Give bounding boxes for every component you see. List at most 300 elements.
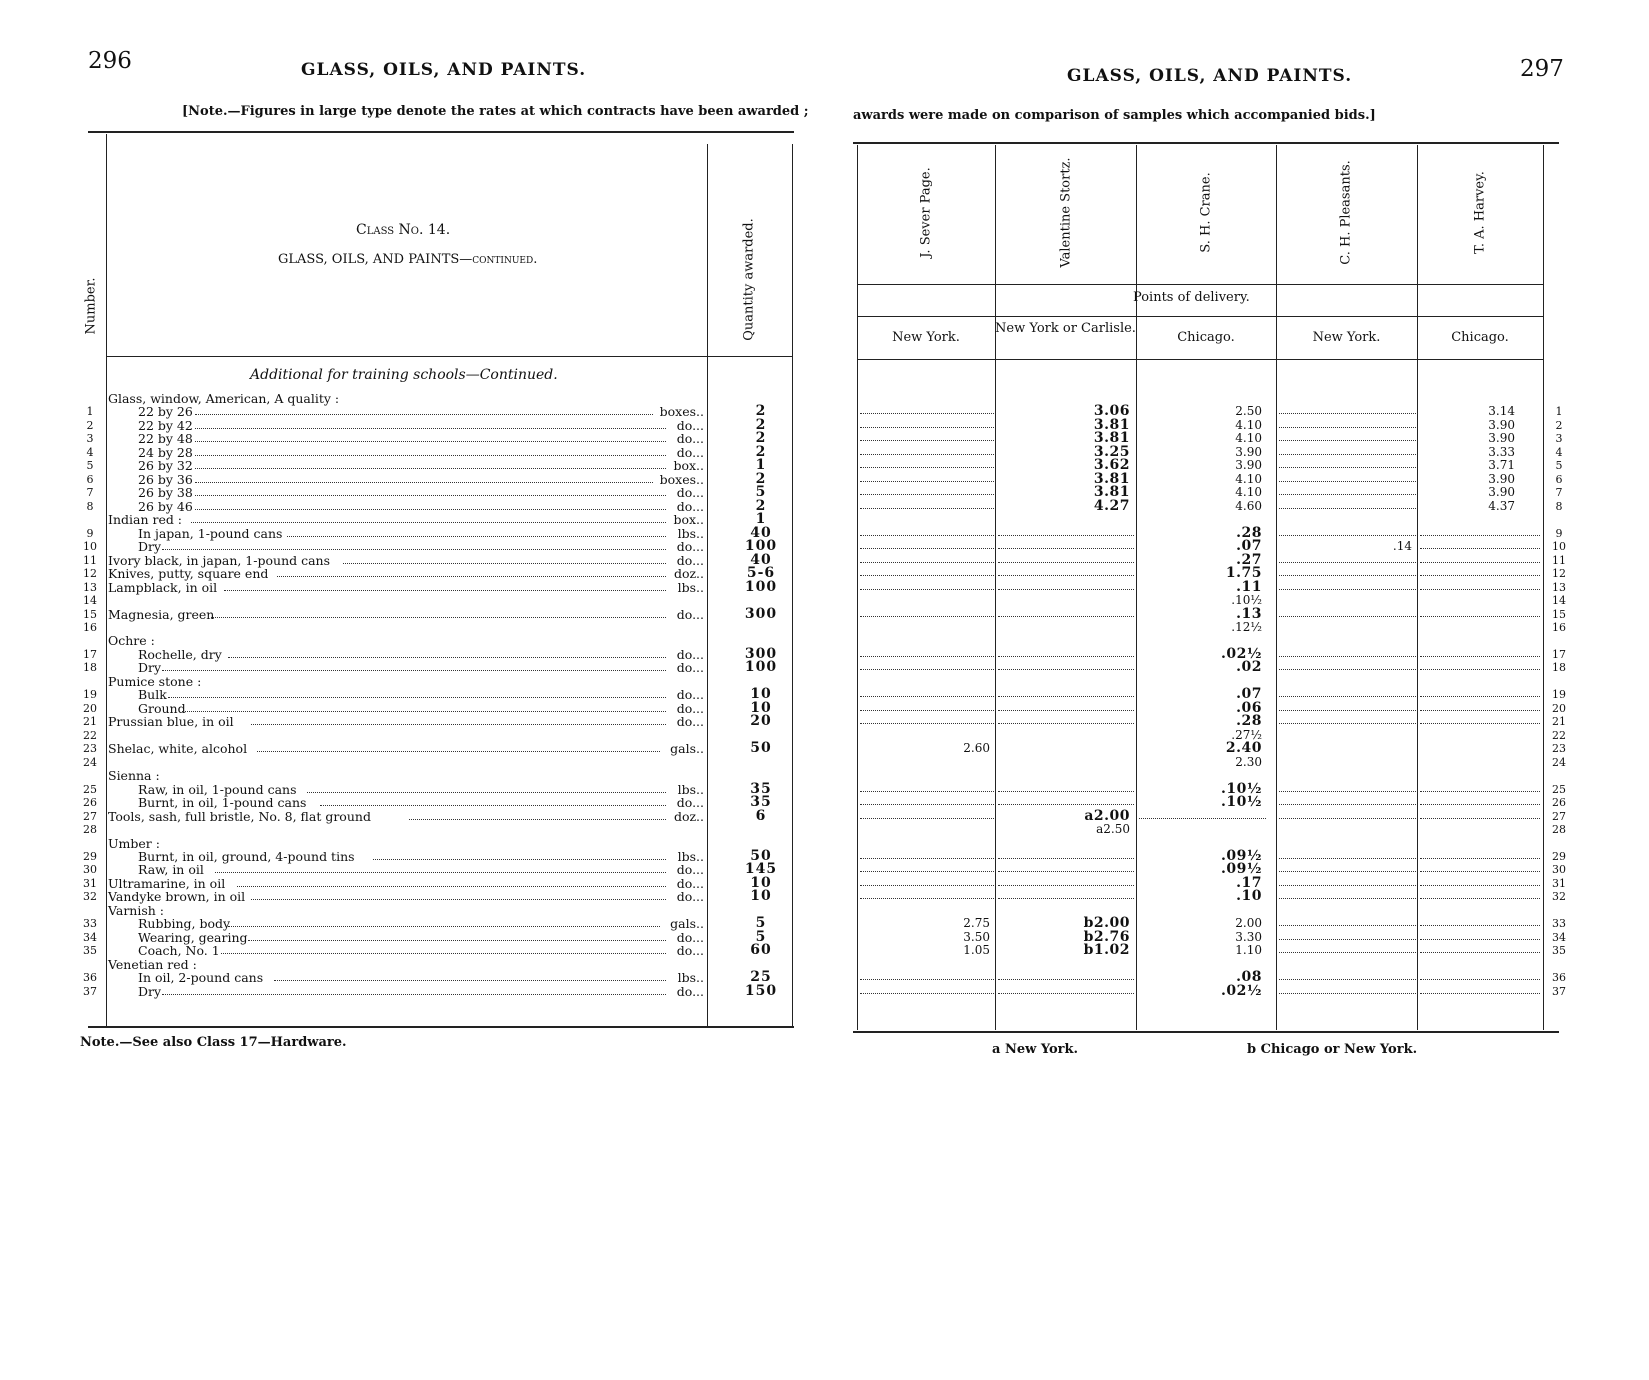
quantity-awarded: 2: [755, 470, 767, 487]
item-label: 26 by 38: [138, 485, 193, 501]
bid-price-crane: .17: [1236, 874, 1262, 891]
bid-row-number: 11: [1552, 553, 1566, 567]
item-unit: do...: [676, 687, 704, 703]
blank-bid-dots: [1420, 581, 1540, 590]
quantity-awarded: 2: [755, 403, 767, 420]
bid-price-crane: .10½: [1231, 593, 1262, 608]
bid-row-number: 31: [1552, 876, 1566, 890]
blank-bid-dots: [1279, 473, 1416, 482]
item-number: 34: [83, 930, 97, 944]
item-label: Raw, in oil, 1-pound cans: [138, 781, 297, 797]
bid-row-number: 13: [1552, 580, 1566, 594]
bid-price-crane: .28: [1236, 713, 1262, 730]
blank-bid-dots: [1420, 688, 1540, 697]
item-number: 31: [83, 876, 97, 890]
item-number: 18: [83, 661, 97, 675]
item-row: [0, 904, 800, 917]
blank-bid-dots: [860, 863, 994, 872]
bid-row: [0, 874, 1600, 891]
blank-bid-dots: [1420, 877, 1540, 886]
bid-row: [0, 928, 1600, 945]
quantity-awarded: 5-6: [746, 565, 776, 582]
bid-price-crane: .10½: [1221, 794, 1262, 811]
blank-bid-dots: [998, 783, 1134, 792]
bid-price-page: 1.05: [963, 943, 990, 958]
item-label: Ivory black, in japan, 1-pound cans: [108, 552, 331, 568]
item-label: Knives, putty, square end: [108, 566, 269, 582]
bid-row-number: 33: [1552, 917, 1566, 931]
blank-bid-dots: [1279, 661, 1416, 670]
left-note-top: [Note.—Figures in large type denote the rates at which contracts have been awarded ;: [182, 104, 809, 119]
blank-bid-dots: [1279, 405, 1416, 414]
blank-bid-dots: [1420, 850, 1540, 859]
bidders-bottom-rule: [857, 284, 1543, 285]
item-number: 9: [86, 526, 94, 540]
delivery-bottom-rule: [857, 359, 1543, 360]
blank-bid-dots: [998, 661, 1134, 670]
quantity-awarded: 2: [755, 497, 767, 514]
item-unit: doz..: [673, 808, 704, 824]
item-number: 6: [86, 472, 94, 486]
section-title: Additional for training schools—Continued.: [250, 367, 558, 383]
bid-row-number: 28: [1552, 823, 1566, 837]
right-table-bottom-rule: [853, 1031, 1559, 1033]
item-unit: box..: [673, 458, 704, 474]
blank-bid-dots: [860, 405, 994, 414]
blank-bid-dots: [998, 540, 1134, 549]
bid-price-crane: .09½: [1221, 861, 1262, 878]
item-unit: do...: [676, 889, 704, 905]
item-label: Ochre :: [108, 633, 155, 649]
bid-row: [0, 780, 1600, 797]
blank-bid-dots: [860, 796, 994, 805]
blank-bid-dots: [1420, 554, 1540, 563]
class-title: Class No. 14.: [356, 222, 451, 238]
bid-row: [0, 863, 1600, 876]
bidder-page-header: J. Sever Page.: [918, 167, 934, 258]
bid-price-crane: .12½: [1231, 619, 1262, 634]
item-label: Rubbing, body: [138, 916, 231, 932]
item-label: Dry: [138, 660, 162, 676]
item-unit: do...: [676, 714, 704, 730]
item-row: [0, 958, 800, 971]
blank-bid-dots: [860, 688, 994, 697]
bid-price-crane: .02½: [1221, 982, 1262, 999]
item-label: Indian red :: [108, 512, 183, 528]
blank-bid-dots: [860, 985, 994, 994]
item-label: Varnish :: [108, 902, 165, 918]
item-row: [0, 634, 800, 647]
bid-row-number: 29: [1552, 849, 1566, 863]
item-label: Coach, No. 1: [138, 943, 220, 959]
blank-bid-dots: [998, 608, 1134, 617]
bid-price-crane: .09½: [1221, 847, 1262, 864]
left-page-number: 296: [88, 48, 132, 74]
number-column-header: Number.: [83, 277, 99, 335]
bid-price-crane: .02½: [1221, 645, 1262, 662]
bid-row: [0, 796, 1600, 809]
bid-price-harvey: 3.71: [1488, 458, 1515, 473]
item-label: Sienna :: [108, 768, 160, 784]
bid-price-stortz: 3.62: [1093, 457, 1130, 474]
bid-row: [0, 715, 1600, 728]
blank-bid-dots: [860, 581, 994, 590]
item-unit: do...: [676, 444, 704, 460]
blank-bid-dots: [1279, 944, 1416, 953]
blank-bid-dots: [1420, 661, 1540, 670]
bidder-crane-header: S. H. Crane.: [1198, 172, 1214, 253]
bid-row-number: 14: [1552, 594, 1566, 608]
delivery-pleasants: New York.: [1312, 330, 1381, 345]
bid-price-stortz: 3.06: [1093, 403, 1130, 420]
item-label: Raw, in oil: [138, 862, 204, 878]
item-number: 26: [83, 796, 97, 810]
quantity-awarded: 5: [755, 915, 767, 932]
blank-bid-dots: [860, 608, 994, 617]
blank-bid-dots: [860, 810, 994, 819]
left-table-bottom-rule: [88, 1026, 794, 1028]
bid-row-number: 5: [1555, 459, 1563, 473]
bid-price-harvey: 3.33: [1488, 444, 1515, 459]
item-unit: lbs..: [677, 525, 704, 541]
blank-bid-dots: [1279, 419, 1416, 428]
item-label: 22 by 42: [138, 417, 193, 433]
bidder-pleasants-header: C. H. Pleasants.: [1338, 160, 1354, 265]
bid-row: [0, 470, 1600, 487]
blank-bid-dots: [860, 459, 994, 468]
blank-bid-dots: [1279, 608, 1416, 617]
item-label: 26 by 36: [138, 471, 193, 487]
bid-row-number: 22: [1552, 728, 1566, 742]
quantity-awarded: 100: [744, 659, 778, 676]
blank-bid-dots: [998, 648, 1134, 657]
item-unit: do...: [676, 700, 704, 716]
bid-row: [0, 540, 1600, 553]
blank-bid-dots: [1279, 581, 1416, 590]
item-label: Vandyke brown, in oil: [108, 889, 246, 905]
blank-bid-dots: [1420, 917, 1540, 926]
bid-row-number: 35: [1552, 944, 1566, 958]
item-label: In oil, 2-pound cans: [138, 970, 264, 986]
item-unit: do...: [676, 660, 704, 676]
item-unit: lbs..: [677, 970, 704, 986]
bid-row-number: 17: [1552, 647, 1566, 661]
bid-row: [0, 982, 1600, 999]
blank-bid-dots: [1279, 715, 1416, 724]
item-label: Wearing, gearing: [138, 929, 248, 945]
item-number: 8: [86, 499, 94, 513]
delivery-page: New York.: [892, 330, 960, 345]
bid-row: [0, 917, 1600, 930]
quantity-awarded: 10: [750, 686, 772, 703]
bid-row: [0, 729, 1600, 742]
item-unit: boxes..: [659, 404, 704, 420]
quantity-awarded: 40: [750, 551, 772, 568]
item-number: 24: [83, 755, 97, 769]
item-label: Ultramarine, in oil: [108, 875, 226, 891]
item-unit: do...: [676, 862, 704, 878]
blank-bid-dots: [860, 500, 994, 509]
bid-price-crane: 3.90: [1235, 444, 1262, 459]
blank-bid-dots: [998, 796, 1134, 805]
bid-price-crane: 3.30: [1235, 929, 1262, 944]
quantity-awarded: 35: [750, 780, 772, 797]
item-number: 27: [83, 809, 97, 823]
blank-bid-dots: [1420, 985, 1540, 994]
bid-row: [0, 645, 1600, 662]
item-number: 20: [83, 701, 97, 715]
blank-bid-dots: [1420, 810, 1540, 819]
bid-price-crane: 4.60: [1235, 498, 1262, 513]
item-number: 2: [86, 418, 94, 432]
bid-price-harvey: 3.90: [1488, 471, 1515, 486]
item-unit: do...: [676, 552, 704, 568]
blank-bid-dots: [1279, 459, 1416, 468]
item-row: [0, 769, 800, 782]
points-bottom-rule: [857, 316, 1543, 317]
blank-bid-dots: [860, 473, 994, 482]
bid-price-crane: .27: [1236, 551, 1262, 568]
bid-price-page: 2.75: [963, 916, 990, 931]
item-label: 26 by 32: [138, 458, 193, 474]
bid-row-number: 36: [1552, 971, 1566, 985]
bid-row-number: 2: [1555, 418, 1563, 432]
bid-row-number: 23: [1552, 742, 1566, 756]
bid-row-number: 32: [1552, 890, 1566, 904]
bid-price-crane: .10: [1236, 888, 1262, 905]
blank-bid-dots: [860, 850, 994, 859]
blank-bid-dots: [1279, 702, 1416, 711]
blank-bid-dots: [860, 877, 994, 886]
bid-row: [0, 661, 1600, 674]
blank-bid-dots: [1139, 810, 1266, 819]
bid-price-page: 2.60: [963, 741, 990, 756]
blank-bid-dots: [1279, 985, 1416, 994]
bid-price-crane: .02: [1236, 659, 1262, 676]
item-unit: gals..: [670, 916, 704, 932]
blank-bid-dots: [998, 688, 1134, 697]
left-note-bottom: Note.—See also Class 17—Hardware.: [80, 1035, 347, 1050]
blank-bid-dots: [1279, 648, 1416, 657]
item-label: Umber :: [108, 835, 160, 851]
bid-row-number: 19: [1552, 688, 1566, 702]
bid-row-number: 20: [1552, 701, 1566, 715]
item-label: Dry: [138, 539, 162, 555]
bid-price-harvey: 3.90: [1488, 431, 1515, 446]
item-number: 21: [83, 715, 97, 729]
bid-row: [0, 971, 1600, 984]
blank-bid-dots: [1279, 783, 1416, 792]
bid-price-crane: .10½: [1221, 780, 1262, 797]
quantity-column-header: Quantity awarded.: [741, 218, 757, 341]
item-number: 5: [86, 459, 94, 473]
item-number: 15: [83, 607, 97, 621]
quantity-awarded: 60: [750, 942, 772, 959]
quantity-awarded: 10: [750, 699, 772, 716]
bid-price-crane: .07: [1236, 538, 1262, 555]
blank-bid-dots: [860, 783, 994, 792]
quantity-awarded: 50: [750, 847, 772, 864]
item-unit: do...: [676, 983, 704, 999]
item-unit: do...: [676, 875, 704, 891]
bid-row-number: 21: [1552, 715, 1566, 729]
item-unit: do...: [676, 539, 704, 555]
left-header-bottom-rule: [106, 356, 792, 357]
blank-bid-dots: [1279, 796, 1416, 805]
bid-row: [0, 567, 1600, 580]
blank-bid-dots: [1279, 446, 1416, 455]
bid-row: [0, 890, 1600, 903]
blank-bid-dots: [1279, 877, 1416, 886]
item-number: 10: [83, 540, 97, 554]
item-label: 26 by 46: [138, 498, 193, 514]
blank-bid-dots: [1279, 432, 1416, 441]
quantity-awarded: 10: [750, 874, 772, 891]
blank-bid-dots: [1420, 715, 1540, 724]
right-note-top: awards were made on comparison of samples which accompanied bids.]: [853, 108, 1376, 123]
delivery-crane: Chicago.: [1177, 330, 1235, 345]
item-number: 37: [83, 984, 97, 998]
item-row: [0, 513, 800, 526]
item-row: [0, 837, 800, 850]
quantity-awarded: 50: [750, 740, 772, 757]
blank-bid-dots: [1279, 863, 1416, 872]
blank-bid-dots: [860, 419, 994, 428]
bid-row: [0, 416, 1600, 433]
bid-price-stortz: b2.76: [1083, 928, 1130, 945]
item-unit: doz..: [673, 566, 704, 582]
item-label: Dry: [138, 983, 162, 999]
item-label: Lampblack, in oil: [108, 579, 218, 595]
blank-bid-dots: [1279, 971, 1416, 980]
bid-row: [0, 486, 1600, 499]
bid-row: [0, 847, 1600, 864]
bid-row-number: 26: [1552, 796, 1566, 810]
item-label: Tools, sash, full bristle, No. 8, flat ground: [108, 808, 371, 824]
bid-row: [0, 699, 1600, 716]
bid-row: [0, 605, 1600, 622]
leader-dots: [191, 513, 666, 523]
blank-bid-dots: [998, 877, 1134, 886]
bid-row: [0, 524, 1600, 541]
item-label: 22 by 48: [138, 431, 193, 447]
blank-bid-dots: [1420, 540, 1540, 549]
blank-bid-dots: [1420, 567, 1540, 576]
bid-price-crane: 3.90: [1235, 458, 1262, 473]
blank-bid-dots: [860, 446, 994, 455]
item-number: 14: [83, 594, 97, 608]
bid-row-number: 15: [1552, 607, 1566, 621]
bid-price-stortz: 4.27: [1093, 497, 1130, 514]
bid-row-number: 4: [1555, 445, 1563, 459]
footnote-a: a New York.: [992, 1042, 1079, 1057]
bid-row: [0, 594, 1600, 607]
bid-price-stortz: 3.81: [1093, 470, 1130, 487]
quantity-awarded: 2: [755, 443, 767, 460]
quantity-awarded: 35: [750, 794, 772, 811]
bid-price-crane: .06: [1236, 699, 1262, 716]
bid-price-crane: 2.50: [1235, 404, 1262, 419]
item-unit: do...: [676, 646, 704, 662]
bid-row-number: 10: [1552, 540, 1566, 554]
item-number: 7: [86, 486, 94, 500]
blank-bid-dots: [998, 702, 1134, 711]
blank-bid-dots: [998, 554, 1134, 563]
left-table-top-rule: [88, 131, 794, 133]
item-unit: do...: [676, 417, 704, 433]
bid-price-pleasants: .14: [1392, 539, 1412, 554]
bid-row: [0, 807, 1600, 824]
bid-price-crane: 1.10: [1235, 943, 1262, 958]
item-unit: gals..: [670, 741, 704, 757]
blank-bid-dots: [860, 432, 994, 441]
delivery-stortz-label: New York or Carlisle.: [995, 321, 1136, 336]
blank-bid-dots: [1420, 971, 1540, 980]
item-number: 13: [83, 580, 97, 594]
quantity-awarded: 2: [755, 416, 767, 433]
item-unit: do...: [676, 498, 704, 514]
bid-row: [0, 742, 1600, 755]
bid-price-crane: .07: [1236, 686, 1262, 703]
blank-bid-dots: [998, 581, 1134, 590]
item-label: Burnt, in oil, 1-pound cans: [138, 795, 307, 811]
item-number: 35: [83, 944, 97, 958]
bid-price-harvey: 3.90: [1488, 417, 1515, 432]
quantity-awarded: 6: [755, 807, 767, 824]
quantity-awarded: 5: [755, 484, 767, 501]
blank-bid-dots: [860, 661, 994, 670]
quantity-awarded: 5: [755, 928, 767, 945]
blank-bid-dots: [1420, 890, 1540, 899]
blank-bid-dots: [860, 648, 994, 657]
item-number: 16: [83, 620, 97, 634]
item-unit: do...: [676, 606, 704, 622]
bid-price-crane: 4.10: [1235, 431, 1262, 446]
bid-row-number: 1: [1555, 405, 1563, 419]
bid-row-number: 27: [1552, 809, 1566, 823]
bid-price-stortz: 3.81: [1093, 430, 1130, 447]
bid-row-number: 34: [1552, 930, 1566, 944]
bid-row: [0, 443, 1600, 460]
item-unit: do...: [676, 929, 704, 945]
blank-bid-dots: [1420, 783, 1540, 792]
item-unit: lbs..: [677, 781, 704, 797]
blank-bid-dots: [1279, 917, 1416, 926]
blank-bid-dots: [860, 715, 994, 724]
bid-row-number: 12: [1552, 567, 1566, 581]
blank-bid-dots: [1279, 486, 1416, 495]
item-label: Magnesia, green: [108, 606, 215, 622]
blank-bid-dots: [998, 985, 1134, 994]
item-number: 22: [83, 728, 97, 742]
item-unit: do...: [676, 431, 704, 447]
item-unit: do...: [676, 485, 704, 501]
item-label: In japan, 1-pound cans: [138, 525, 283, 541]
blank-bid-dots: [1279, 810, 1416, 819]
item-label: 22 by 26: [138, 404, 193, 420]
bid-row-number: 16: [1552, 620, 1566, 634]
bid-price-stortz: b2.00: [1083, 915, 1130, 932]
bid-price-crane: .27½: [1231, 727, 1262, 742]
item-label: Ground: [138, 700, 186, 716]
points-of-delivery: Points of delivery.: [1133, 290, 1250, 305]
bid-row-number: 6: [1555, 472, 1563, 486]
item-label: Bulk: [138, 687, 167, 703]
bidder-stortz-header: Valentine Stortz.: [1058, 157, 1074, 268]
blank-bid-dots: [998, 890, 1134, 899]
blank-bid-dots: [998, 527, 1134, 536]
bid-price-stortz: b1.02: [1083, 942, 1130, 959]
